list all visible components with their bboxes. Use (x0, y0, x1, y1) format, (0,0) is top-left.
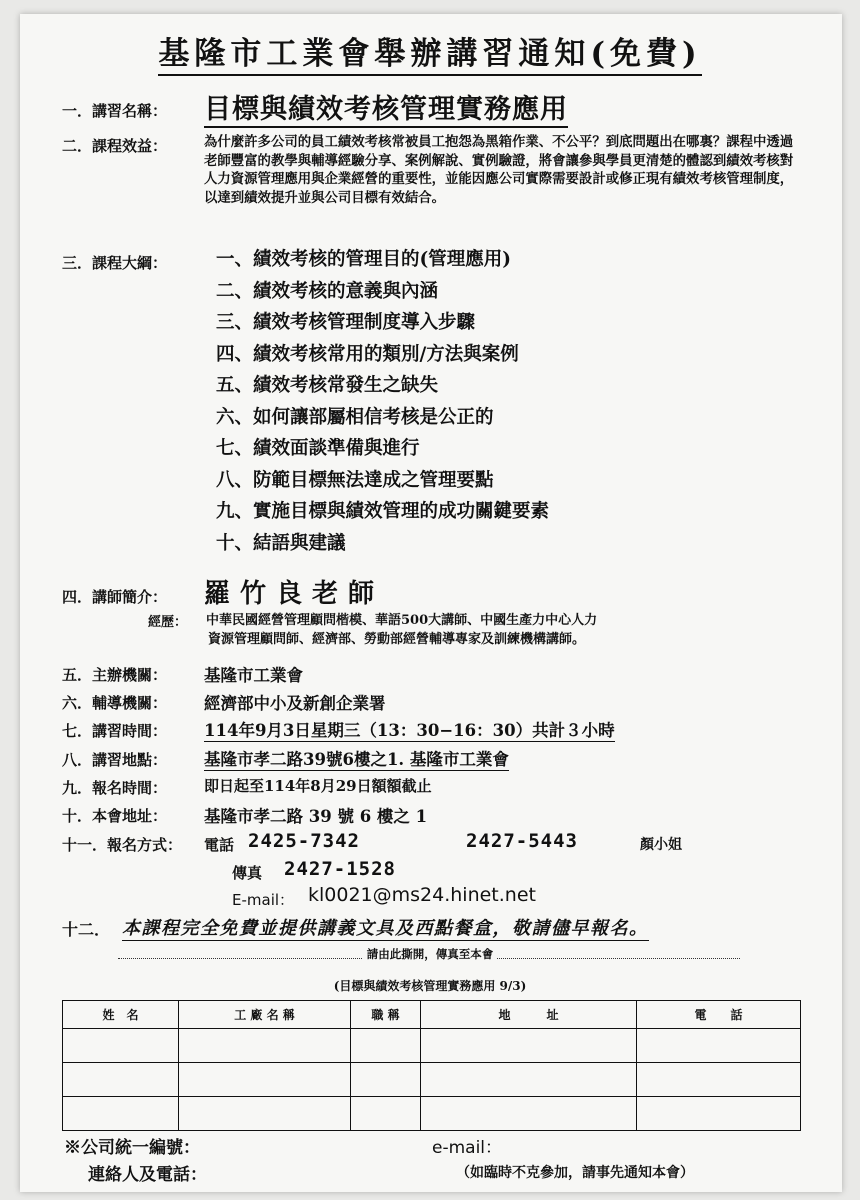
signup-method-label: 十一．報名方式： (62, 836, 183, 854)
phone-number-2: 2427-5443 (466, 830, 578, 852)
name-cell[interactable] (63, 1029, 179, 1063)
column-header: 電 話 (637, 1001, 801, 1029)
outline-item: 九、實施目標與績效管理的成功關鍵要素 (216, 501, 550, 522)
time-label: 七．講習時間： (62, 722, 168, 740)
address-cell[interactable] (421, 1063, 637, 1097)
experience-line: 資源管理顧問師、經濟部、勞動部經營輔導專家及訓練機構講師。 (208, 632, 586, 647)
benefit-label: 二．課程效益： (62, 137, 168, 155)
outline-item: 十、結語與建議 (216, 532, 346, 554)
place-value: 基隆市孝二路39號6樓之1. 基隆市工業會 (204, 746, 509, 771)
form-title: (目標與績效考核管理實務應用 9/3) (333, 979, 527, 993)
phone-cell[interactable] (637, 1029, 801, 1063)
address-cell[interactable] (421, 1097, 637, 1131)
benefit-text: 為什麼許多公司的員工績效考核常被員工抱怨為黑箱作業、不公平？到底問題出在哪裏？課程中透過老師豐富的教學與輔導經驗分享、案例解說、實例驗證，將會讓參與學員更清楚的體認到績效考核對人力資源管理應用與企業經營的重要性，並能因應公司實際需要設計或修正現有績效考核管理制度，以達到績效提升並與公司目標有效結合。 (204, 134, 794, 206)
address-label: 十．本會地址： (62, 807, 168, 825)
signup-time-label: 九．報名時間： (62, 779, 168, 797)
column-header: 姓 名 (63, 1001, 179, 1029)
outline-item: 二、績效考核的意義與內涵 (216, 280, 439, 302)
course-name-label: 一．講習名稱： (62, 102, 168, 120)
guidance-label: 六．輔導機關： (62, 694, 168, 712)
guidance-value: 經濟部中小及新創企業署 (204, 694, 386, 713)
factory-cell[interactable] (179, 1097, 351, 1131)
column-header: 工 廠 名 稱 (179, 1001, 351, 1029)
title-cell[interactable] (351, 1029, 421, 1063)
organizer-label: 五．主辦機關： (62, 666, 168, 684)
address-cell[interactable] (421, 1029, 637, 1063)
factory-cell[interactable] (179, 1063, 351, 1097)
table-header-row (63, 1001, 801, 1029)
registration-table (62, 1000, 801, 1131)
teacher-name: 羅竹良老師 (204, 579, 385, 609)
outline-item: 六、如何讓部屬相信考核是公正的 (216, 406, 494, 428)
footer-email-label: e-mail： (432, 1138, 503, 1158)
phone-number-1: 2425-7342 (248, 830, 360, 852)
experience-text (206, 611, 597, 649)
column-header: 地 址 (421, 1001, 637, 1029)
organizer-value: 基隆市工業會 (204, 666, 303, 685)
outline-item: 五、績效考核常發生之缺失 (216, 375, 439, 396)
outline-item: 四、績效考核常用的類別/方法與案例 (216, 343, 519, 365)
fax-number: 2427-1528 (284, 858, 396, 880)
company-id-label: ※公司統一編號： (64, 1138, 200, 1158)
tear-instruction: 請由此撕開，傳真至本會 (0, 946, 860, 962)
column-header: 職 稱 (351, 1001, 421, 1029)
address-value: 基隆市孝二路 39 號 6 樓之 1 (204, 807, 428, 826)
table-row (63, 1097, 801, 1131)
email-address[interactable]: kl0021@ms24.hinet.net (308, 884, 536, 906)
outline-item: 八、防範目標無法達成之管理要點 (216, 469, 494, 491)
name-cell[interactable] (63, 1097, 179, 1131)
time-value: 114年9月3日星期三（13：30−16：30）共計３小時 (204, 717, 615, 742)
page-title: 基隆市工業會舉辦講習通知(免費) (0, 28, 860, 73)
table-row (63, 1063, 801, 1097)
title-cell[interactable] (351, 1097, 421, 1131)
outline-item: 七、績效面談準備與進行 (216, 438, 420, 459)
teacher-label: 四．講師簡介： (62, 588, 168, 606)
outline-item: 三、績效考核管理制度導入步驟 (216, 312, 476, 333)
email-label: E-mail： (232, 891, 295, 909)
item12-text: 本課程完全免費並提供講義文具及西點餐盒，敬請儘早報名。 (122, 914, 649, 941)
experience-line: 中華民國經營管理顧問楷模、華語500大講師、中國生產力中心人力 (206, 613, 598, 628)
title-cell[interactable] (351, 1063, 421, 1097)
contact-phone-label: 連絡人及電話： (88, 1165, 207, 1185)
fax-label: 傳真 (232, 864, 263, 882)
item12-label: 十二． (62, 920, 111, 939)
factory-cell[interactable] (179, 1029, 351, 1063)
signup-time-value: 即日起至114年8月29日額額截止 (204, 777, 432, 795)
phone-cell[interactable] (637, 1063, 801, 1097)
course-name-value: 目標與績效考核管理實務應用 (204, 87, 568, 128)
contact-person: 顏小姐 (640, 837, 682, 853)
outline-list (216, 246, 549, 561)
outline-label: 三．課程大綱： (62, 254, 168, 272)
name-cell[interactable] (63, 1063, 179, 1097)
table-row (63, 1029, 801, 1063)
outline-item: 一、績效考核的管理目的(管理應用) (216, 249, 512, 270)
experience-label: 經歷： (148, 615, 188, 630)
place-label: 八．講習地點： (62, 751, 168, 769)
footer-note: （如臨時不克參加，請事先通知本會） (456, 1165, 694, 1181)
phone-cell[interactable] (637, 1097, 801, 1131)
phone-label: 電話 (204, 836, 235, 854)
